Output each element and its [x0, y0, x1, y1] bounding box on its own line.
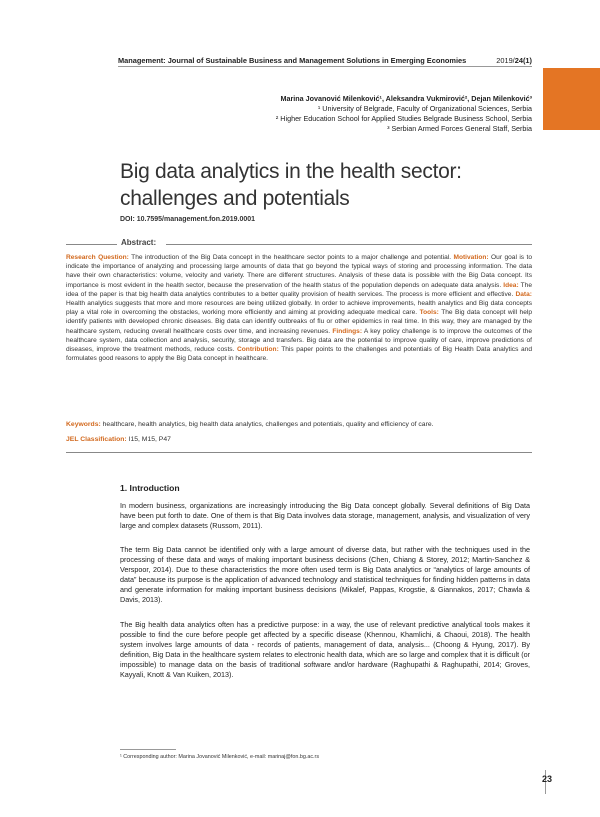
- affiliation-3: ³ Serbian Armed Forces General Staff, Serbia: [387, 124, 532, 133]
- abstract-heading: [66, 238, 532, 250]
- author-block: [276, 94, 532, 134]
- author-names: Marina Jovanović Milenković¹, Aleksandra Vukmirović², Dejan Milenković³: [280, 94, 532, 103]
- affiliation-1: ¹ University of Belgrade, Faculty of Organizational Sciences, Serbia: [317, 104, 532, 113]
- jel-label: JEL Classification:: [66, 436, 127, 443]
- abstract-label: Abstract:: [121, 238, 157, 247]
- journal-name: Management: Journal of Sustainable Business and Management Solutions in Emerging Economies: [118, 56, 467, 65]
- keywords-line: Keywords: healthcare, health analytics, big health data analytics, challenges and potentials, quality and efficiency of care.: [66, 421, 434, 428]
- contribution-label: Contribution:: [237, 346, 279, 354]
- findings-label: Findings:: [332, 327, 363, 335]
- tools-label: Tools:: [419, 309, 439, 317]
- abstract-rule-left: [66, 244, 117, 245]
- jel-classification: JEL Classification: I15, M15, P47: [66, 436, 171, 443]
- footnote-divider: [120, 749, 176, 750]
- keywords-label: Keywords:: [66, 421, 101, 428]
- data-label: Data:: [515, 290, 532, 298]
- page-number: 23: [541, 774, 552, 784]
- abstract-body: Research Question: The introduction of the Big Data concept in the healthcare sector points to a major challenge and potential. Motivation: Our goal is to indicate the importance of analyzing and processing large amounts of data that go beyond the typical ways of storing and processing information. The data have their own characteristics: volume, velocity and variety. There are different structures. Analysis of these data is possible with the Big Data concept. Its importance is most evident in the health sector, because the preservation of the health status of the population depends on adequate data analysis. Idea: The idea of the paper is that big health data analytics contributes to a better quality provision of health services. The process is more efficient and effective. Data: Health analytics suggests that more and more resources are being utilized globally. In order to achieve improvements, health analytics and Big data concepts play a vital role in overcoming the obstacles, working more efficiently and aiming at providing adequate medical care. Tools: The Big data concept will help identify patients with developed chronic diseases. Big data can identify outbreaks of flu or other epidemics in real time. In this way, they are managed by the healthcare system, reducing overall healthcare costs over time, and increasing revenues. Findings: A key policy challenge is to improve the outcomes of the healthcare system, data collection and analysis, security, storage and transfers. Big data are the potential to improve quality of care, improve predictions of diseases, improve the treatment methods, reduce costs. Contribution: This paper points to the challenges and potentials of Big Health Data analytics and formulates good reasons to apply the Big Data concept in healthcare.: [66, 254, 532, 363]
- paragraph: In modern business, organizations are increasingly introducing the Big Data concept globally. Several definitions of Big Data have been put forth to date. One of them is that Big Data involves data storage, management, analysis, and visualization of very large and complex datasets (Russom, 2011).: [120, 501, 530, 530]
- footnote: ¹ Corresponding author: Marina Jovanović Milenković, e-mail: marinaj@fon.bg.ac.rs: [120, 754, 320, 760]
- motivation-label: Motivation:: [453, 254, 489, 261]
- abstract-bottom-divider: [66, 452, 532, 453]
- paragraph: The term Big Data cannot be identified only with a large amount of diverse data, but rather with the techniques used in the processing of these data and ways of making important business decisions (Chen, Chiang & Storey, 2012; Martin-Sanchez & Verspoor, 2014). Due to these characteristics the more often used term is Big Data analytics or “analytics of large amounts of data” because its purpose is the application of advanced technology and statistical techniques for finding hidden patterns in data and generate information for making important business decisions (Mikalef, Pappas, Krogstie, & Giannakos, 2017; Chawla & Davis, 2013).: [120, 545, 530, 604]
- abstract-rule-right: [166, 244, 532, 245]
- section-heading: 1. Introduction: [120, 483, 180, 493]
- issue-number: 2019/24(1): [496, 56, 532, 65]
- doi-link[interactable]: DOI: 10.7595/management.fon.2019.0001: [120, 216, 256, 223]
- orange-side-tab: [543, 68, 600, 130]
- header-divider: [118, 66, 532, 67]
- affiliation-2: ² Higher Education School for Applied Studies Belgrade Business School, Serbia: [275, 114, 532, 123]
- running-header: [118, 56, 532, 65]
- idea-label: Idea:: [503, 281, 519, 289]
- research-question-label: Research Question:: [66, 254, 129, 261]
- paper-title: Big data analytics in the health sector: challenges and potentials: [120, 160, 462, 210]
- paragraph: The Big health data analytics often has a predictive purpose: in a way, the use of relevant predictive analytical tools makes it possible to find the cure before people get affected by a specific disease (Khennou, Khamlichi, & Chaoui, 2018). The health system involves large amounts of data - records of patients, management of data, analysis... (Choong & Hyung, 2017). By definition, Big Data in the healthcare system relates to electronic health data, which are so large and complex that it is difficult (or impossible) to manage data on the basis of traditional software and/or hardware (Raghupathi & Raghupathi, 2014; Groves, Kayyali, Knott & Van Kuiken, 2013).: [120, 620, 530, 679]
